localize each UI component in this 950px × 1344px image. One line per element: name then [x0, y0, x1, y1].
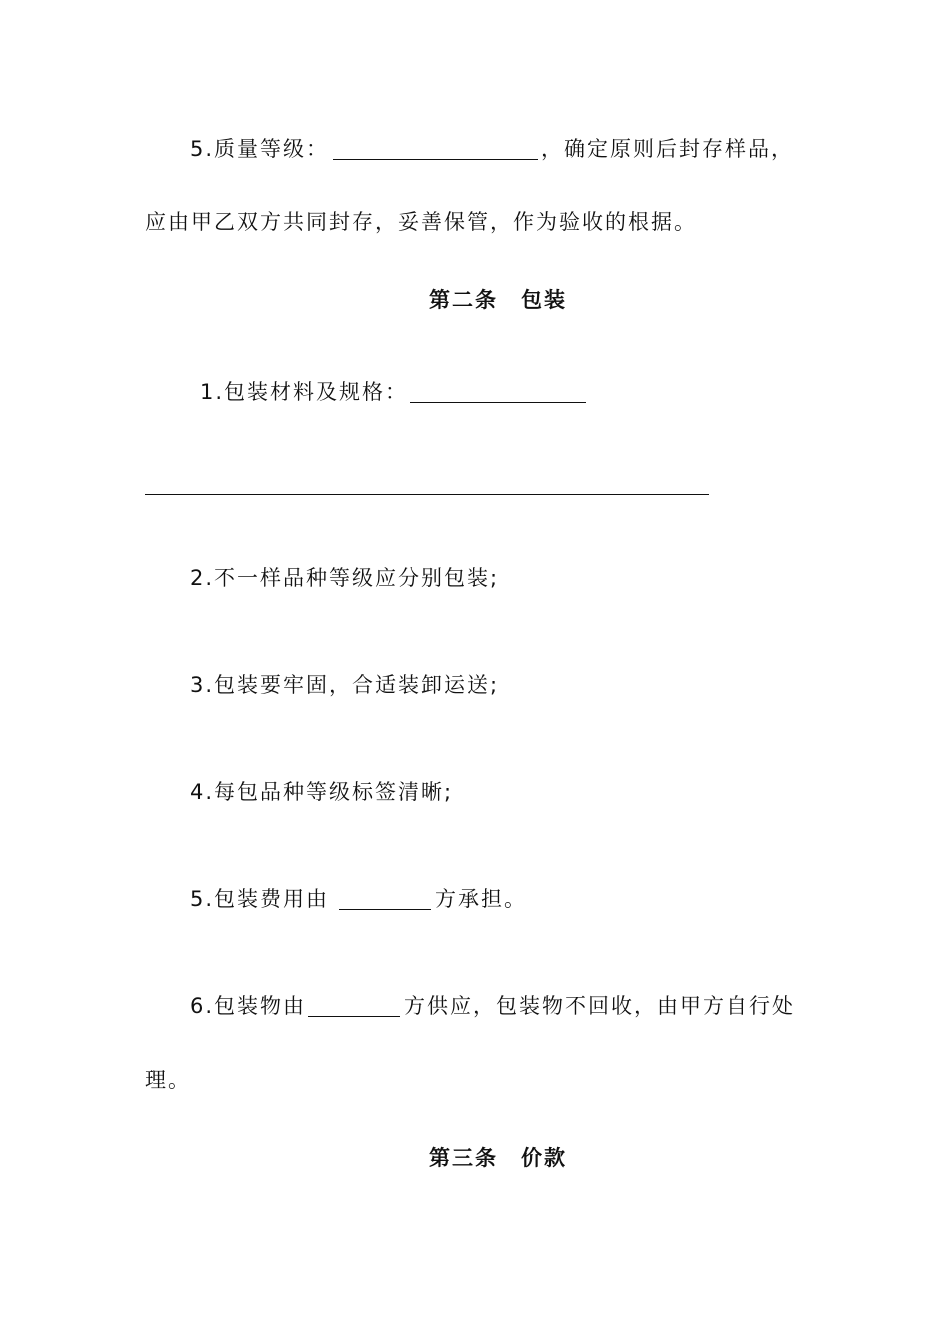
- packaging-material-line: [200, 377, 586, 407]
- packaging-material-label: 1.包装材料及规格：: [200, 380, 409, 404]
- packaging-material-blank-continued[interactable]: [145, 494, 709, 495]
- packaging-material-blank[interactable]: [410, 382, 586, 403]
- quality-grade-line: [190, 134, 794, 164]
- article-2-heading: 第二条 包装: [429, 288, 567, 312]
- packaging-supply-line: [190, 991, 795, 1021]
- packaging-item-2: 2.不一样品种等级应分别包装;: [190, 566, 500, 590]
- packaging-supply-label: 6.包装物由: [190, 994, 307, 1018]
- quality-grade-suffix: ，确定原则后封存样品，: [541, 137, 795, 161]
- packaging-fee-line: [190, 884, 527, 914]
- packaging-supply-continuation: 理。: [145, 1068, 191, 1092]
- packaging-fee-label: 5.包装费用由: [190, 887, 330, 911]
- packaging-fee-suffix: 方承担。: [435, 887, 528, 911]
- article-3-heading: 第三条 价款: [429, 1146, 567, 1170]
- packaging-item-4: 4.每包品种等级标签清晰;: [190, 780, 454, 804]
- quality-grade-continuation: 应由甲乙双方共同封存，妥善保管，作为验收的根据。: [145, 210, 697, 234]
- quality-grade-blank[interactable]: [333, 139, 538, 160]
- quality-grade-label: 5.质量等级：: [190, 137, 330, 161]
- packaging-fee-party-blank[interactable]: [339, 889, 431, 910]
- packaging-item-3: 3.包装要牢固，合适装卸运送;: [190, 673, 500, 697]
- packaging-supply-suffix: 方供应，包装物不回收，由甲方自行处: [404, 994, 796, 1018]
- packaging-supply-party-blank[interactable]: [308, 996, 400, 1017]
